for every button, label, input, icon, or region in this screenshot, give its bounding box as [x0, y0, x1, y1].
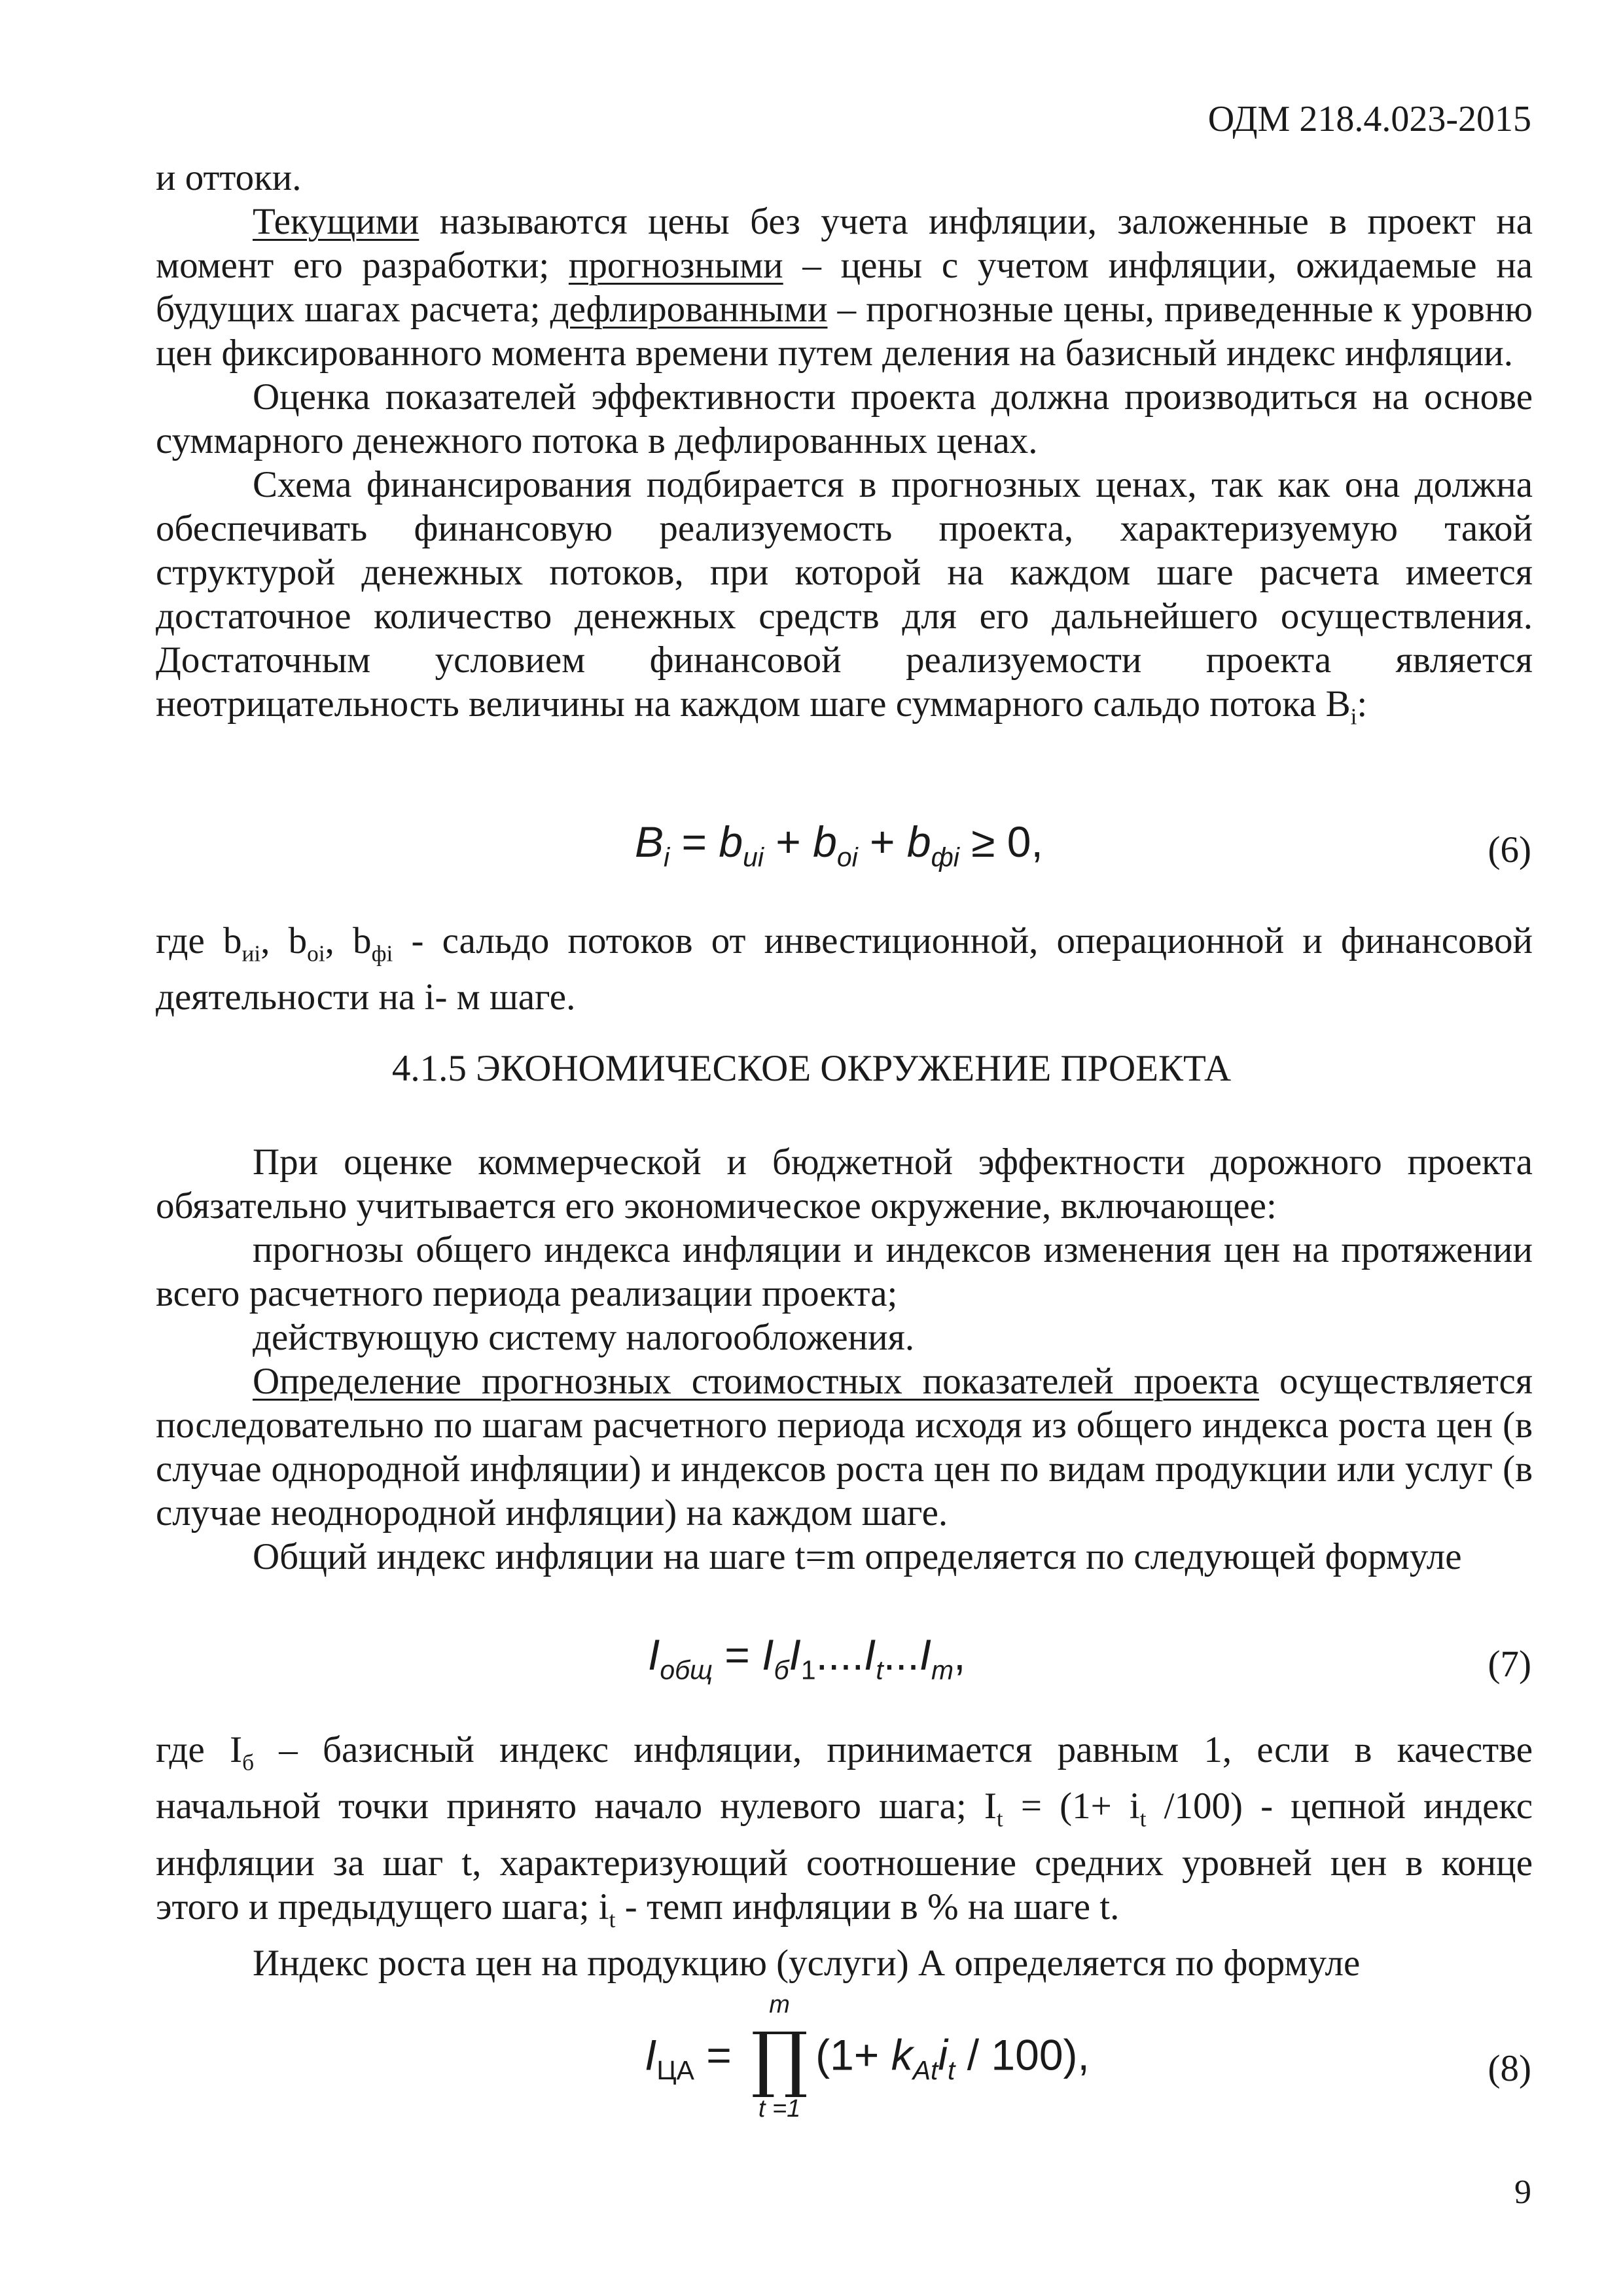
paragraph-continuation: и оттоки.	[156, 157, 302, 198]
formula-6-expression: $B_i = b_{иi} + b_{оi} + b_{фi} \ge 0$,	[635, 817, 1043, 872]
formula-7-explanation: где $I_б$ – базисный индекс инфляции, принимается равным 1, если в качестве начальной точки принято начало нулевого шага; $I_t = (1+ i_t$ /100) - цепной индекс инфляции за шаг t, характеризующий соотношение средних уровней цен в конце этого и предыдущего шага; $i_t$ - темп инфляции в % на шаге t. Индекс роста цен на продукцию (услуги) А определяется по формуле	[156, 1729, 1533, 1984]
formula-8-number: (8)	[1488, 2048, 1531, 2089]
paragraph-price-definitions: Текущими называются цены без учета инфляции, заложенные в проект на момент его разработки; прогнозными – цены с учетом инфляции, ожидаемые на будущих шагах расчета; дефлированными – прогнозные цены, приведенные к уровню цен фиксированного момента времени путем деления на базисный индекс инфляции.	[156, 201, 1533, 374]
term-forecast: прогнозными	[568, 245, 783, 286]
formula-6-explanation: где $b_{иi}$, $b_{оi}$, $b_{фi}$ - сальдо потоков от инвестиционной, операционной и финансовой деятельности на i- м шаге.	[156, 920, 1533, 1018]
economic-environment-text	[156, 1140, 1533, 1579]
term-deflated: дефлированными	[550, 289, 828, 330]
paragraph-financing: Схема финансирования подбирается в прогнозных ценах, так как она должна обеспечивать финансовую реализуемость проекта, характеризуемую такой структурой денежных потоков, при которой на каждом шаге расчета имеется достаточное количество денежных средств для его дальнейшего осуществления. Достаточным условием финансовой реализуемости проекта является неотрицательность величины на каждом шаге суммарного сальдо потока $В_i$:	[156, 464, 1533, 730]
formula-7-number: (7)	[1488, 1643, 1531, 1685]
list-item-inflation-forecasts: прогнозы общего индекса инфляции и индексов изменения цен на протяжении всего расчетного периода реализации проекта;	[156, 1229, 1533, 1314]
formula-7-expression: $I_{общ} = I_бI_1....I_t...I_m$,	[648, 1630, 966, 1685]
paragraph-efficiency: Оценка показателей эффективности проекта должна производиться на основе суммарного денежного потока в дефлированных ценах.	[156, 376, 1533, 461]
list-item-tax-system: действующую систему налогообложения.	[253, 1317, 915, 1358]
formula-7	[0, 1623, 1623, 1715]
page-number: 9	[1514, 2174, 1531, 2211]
formula-6	[0, 805, 1623, 897]
formula-8-expression: $I_{ЦА}$ = m ∏ t =1 $(1+ k_{At}i_t / 100)$,	[645, 1991, 1090, 2123]
document-code: ОДМ 218.4.023-2015	[1207, 99, 1531, 139]
formula-6-number: (6)	[1488, 829, 1531, 870]
section-heading: 4.1.5 ЭКОНОМИЧЕСКОЕ ОКРУЖЕНИЕ ПРОЕКТА	[391, 1048, 1232, 1089]
formula-8	[0, 1991, 1623, 2134]
term-current: Текущими	[253, 201, 419, 242]
paragraph-forecast-indicators: Определение прогнозных стоимостных показателей проекта осуществляется последовательно по шагам расчетного периода исходя из общего индекса роста цен (в случае однородной инфляции) и индексов роста цен по видам продукции или услуг (в случае неоднородной инфляции) на каждом шаге.	[156, 1361, 1533, 1534]
product-symbol: m ∏ t =1	[751, 1991, 808, 2123]
intro-text-block	[156, 156, 1533, 738]
paragraph-price-growth-index: Индекс роста цен на продукцию (услуги) А определяется по формуле	[253, 1943, 1361, 1984]
term-forecast-indicators: Определение прогнозных стоимостных показателей проекта	[253, 1361, 1259, 1402]
paragraph-general-index: Общий индекс инфляции на шаге t=m определяется по следующей формуле	[253, 1536, 1462, 1577]
paragraph-economic-environment: При оценке коммерческой и бюджетной эффектности дорожного проекта обязательно учитывается его экономическое окружение, включающее:	[156, 1141, 1533, 1227]
